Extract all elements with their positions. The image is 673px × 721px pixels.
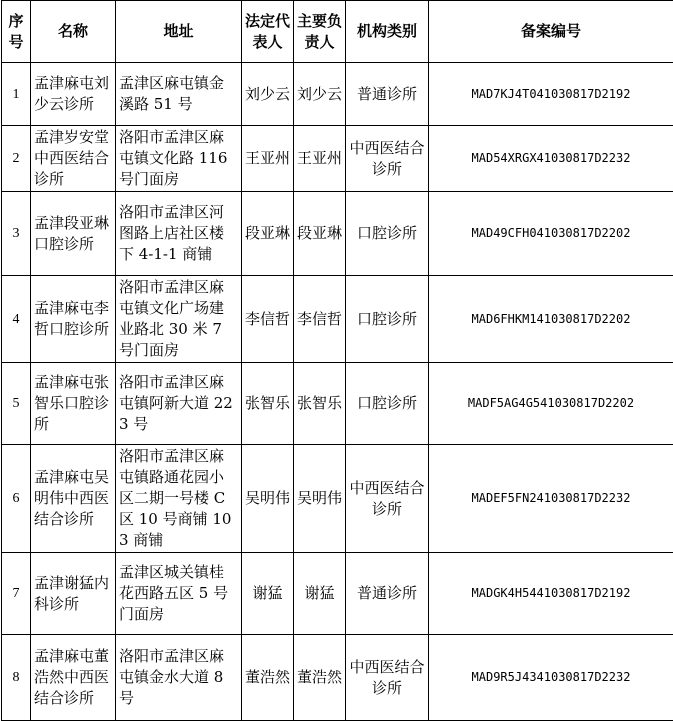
clinic-address: 洛阳市孟津区麻屯镇阿新大道 223 号 — [116, 363, 242, 445]
legal-representative: 李信哲 — [242, 276, 294, 363]
responsible-person: 吴明伟 — [294, 445, 346, 553]
clinic-address: 孟津区麻屯镇金溪路 51 号 — [116, 63, 242, 126]
clinic-address: 洛阳市孟津区河图路上店社区楼下 4-1-1 商铺 — [116, 192, 242, 276]
responsible-person: 刘少云 — [294, 63, 346, 126]
table-row — [2, 126, 673, 192]
table-row — [2, 635, 673, 721]
legal-representative: 谢猛 — [242, 553, 294, 635]
header-legal-rep: 法定代表人 — [242, 1, 294, 63]
row-index: 2 — [2, 126, 31, 192]
table-row — [2, 445, 673, 553]
clinic-name: 孟津麻屯张智乐口腔诊所 — [31, 363, 116, 445]
record-number: MADF5AG4G541030817D2202 — [429, 363, 673, 445]
clinic-address: 洛阳市孟津区麻屯镇金水大道 8 号 — [116, 635, 242, 721]
record-number: MADGK4H5441030817D2192 — [429, 553, 673, 635]
clinic-name: 孟津岁安堂中西医结合诊所 — [31, 126, 116, 192]
record-number: MAD7KJ4T041030817D2192 — [429, 63, 673, 126]
responsible-person: 段亚琳 — [294, 192, 346, 276]
record-number: MAD9R5J4341030817D2232 — [429, 635, 673, 721]
table-row — [2, 363, 673, 445]
clinic-name: 孟津麻屯吴明伟中西医结合诊所 — [31, 445, 116, 553]
clinic-name: 孟津麻屯董浩然中西医结合诊所 — [31, 635, 116, 721]
row-index: 5 — [2, 363, 31, 445]
responsible-person: 李信哲 — [294, 276, 346, 363]
table-row — [2, 553, 673, 635]
header-type: 机构类别 — [346, 1, 429, 63]
legal-representative: 张智乐 — [242, 363, 294, 445]
clinic-address: 孟津区城关镇桂花西路五区 5 号门面房 — [116, 553, 242, 635]
clinic-name: 孟津谢猛内科诊所 — [31, 553, 116, 635]
clinic-name: 孟津段亚琳口腔诊所 — [31, 192, 116, 276]
header-address: 地址 — [116, 1, 242, 63]
clinic-address: 洛阳市孟津区麻屯镇路通花园小区二期一号楼 C 区 10 号商铺 103 商铺 — [116, 445, 242, 553]
header-index: 序号 — [2, 1, 31, 63]
responsible-person: 董浩然 — [294, 635, 346, 721]
record-number: MAD49CFH041030817D2202 — [429, 192, 673, 276]
clinic-name: 孟津麻屯李哲口腔诊所 — [31, 276, 116, 363]
legal-representative: 王亚州 — [242, 126, 294, 192]
row-index: 4 — [2, 276, 31, 363]
record-number: MAD54XRGX41030817D2232 — [429, 126, 673, 192]
clinic-name: 孟津麻屯刘少云诊所 — [31, 63, 116, 126]
responsible-person: 张智乐 — [294, 363, 346, 445]
row-index: 7 — [2, 553, 31, 635]
clinic-registry-table — [1, 0, 673, 721]
legal-representative: 刘少云 — [242, 63, 294, 126]
institution-type: 中西医结合诊所 — [346, 445, 429, 553]
header-name: 名称 — [31, 1, 116, 63]
row-index: 1 — [2, 63, 31, 126]
clinic-address: 洛阳市孟津区麻屯镇文化广场建业路北 30 米 7 号门面房 — [116, 276, 242, 363]
institution-type: 口腔诊所 — [346, 192, 429, 276]
row-index: 6 — [2, 445, 31, 553]
institution-type: 中西医结合诊所 — [346, 126, 429, 192]
table-row — [2, 192, 673, 276]
responsible-person: 王亚州 — [294, 126, 346, 192]
table-row — [2, 276, 673, 363]
table-row — [2, 63, 673, 126]
header-row — [2, 1, 673, 63]
legal-representative: 董浩然 — [242, 635, 294, 721]
row-index: 8 — [2, 635, 31, 721]
institution-type: 口腔诊所 — [346, 276, 429, 363]
clinic-address: 洛阳市孟津区麻屯镇文化路 116 号门面房 — [116, 126, 242, 192]
legal-representative: 段亚琳 — [242, 192, 294, 276]
institution-type: 普通诊所 — [346, 553, 429, 635]
institution-type: 普通诊所 — [346, 63, 429, 126]
record-number: MAD6FHKM141030817D2202 — [429, 276, 673, 363]
row-index: 3 — [2, 192, 31, 276]
legal-representative: 吴明伟 — [242, 445, 294, 553]
institution-type: 中西医结合诊所 — [346, 635, 429, 721]
header-record-no: 备案编号 — [429, 1, 673, 63]
header-responsible: 主要负责人 — [294, 1, 346, 63]
record-number: MADEF5FN241030817D2232 — [429, 445, 673, 553]
institution-type: 口腔诊所 — [346, 363, 429, 445]
responsible-person: 谢猛 — [294, 553, 346, 635]
